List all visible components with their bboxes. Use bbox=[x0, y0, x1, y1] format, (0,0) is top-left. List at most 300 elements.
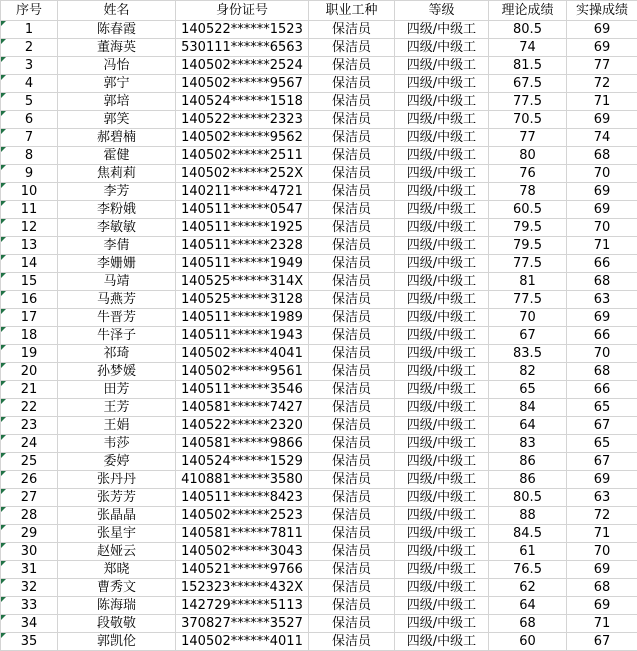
cell-index[interactable] bbox=[1, 57, 58, 75]
cell-name[interactable] bbox=[58, 39, 176, 57]
level-value: 四级/中级工 bbox=[407, 40, 476, 55]
occupation-value: 保洁员 bbox=[332, 256, 371, 271]
occupation-value: 保洁员 bbox=[332, 274, 371, 289]
cell-occupation[interactable] bbox=[309, 633, 395, 651]
cell-level[interactable] bbox=[395, 147, 489, 165]
occupation-value: 保洁员 bbox=[332, 94, 371, 109]
id_number-value: 140502******9561 bbox=[181, 364, 303, 379]
cell-practical[interactable] bbox=[567, 363, 637, 381]
cell-name[interactable] bbox=[58, 453, 176, 471]
occupation-value: 保洁员 bbox=[332, 616, 371, 631]
cell-level[interactable] bbox=[395, 255, 489, 273]
cell-practical[interactable] bbox=[567, 111, 637, 129]
cell-theory[interactable] bbox=[489, 615, 567, 633]
index-value: 2 bbox=[25, 40, 33, 55]
cell-index[interactable] bbox=[1, 201, 58, 219]
header-occupation[interactable]: 职业工种 bbox=[309, 1, 395, 21]
cell-practical[interactable] bbox=[567, 507, 637, 525]
cell-occupation[interactable] bbox=[309, 489, 395, 507]
cell-practical[interactable] bbox=[567, 543, 637, 561]
error-indicator-icon bbox=[1, 57, 6, 62]
cell-name[interactable] bbox=[58, 381, 176, 399]
cell-theory[interactable] bbox=[489, 345, 567, 363]
cell-index[interactable] bbox=[1, 381, 58, 399]
cell-practical[interactable] bbox=[567, 615, 637, 633]
cell-theory[interactable] bbox=[489, 165, 567, 183]
cell-id_number[interactable] bbox=[176, 39, 309, 57]
cell-id_number[interactable] bbox=[176, 399, 309, 417]
cell-level[interactable] bbox=[395, 165, 489, 183]
cell-index[interactable] bbox=[1, 597, 58, 615]
cell-theory[interactable] bbox=[489, 363, 567, 381]
cell-occupation[interactable] bbox=[309, 309, 395, 327]
cell-index[interactable] bbox=[1, 273, 58, 291]
cell-name[interactable] bbox=[58, 111, 176, 129]
cell-name[interactable] bbox=[58, 579, 176, 597]
cell-name[interactable] bbox=[58, 525, 176, 543]
cell-index[interactable] bbox=[1, 129, 58, 147]
cell-theory[interactable] bbox=[489, 327, 567, 345]
cell-occupation[interactable] bbox=[309, 129, 395, 147]
cell-practical[interactable] bbox=[567, 21, 637, 39]
cell-index[interactable] bbox=[1, 237, 58, 255]
cell-name[interactable] bbox=[58, 165, 176, 183]
table-row bbox=[1, 615, 637, 633]
cell-name[interactable] bbox=[58, 201, 176, 219]
cell-id_number[interactable] bbox=[176, 381, 309, 399]
cell-id_number[interactable] bbox=[176, 363, 309, 381]
cell-level[interactable] bbox=[395, 21, 489, 39]
cell-theory[interactable] bbox=[489, 75, 567, 93]
cell-practical[interactable] bbox=[567, 219, 637, 237]
cell-occupation[interactable] bbox=[309, 291, 395, 309]
cell-id_number[interactable] bbox=[176, 633, 309, 651]
cell-occupation[interactable] bbox=[309, 39, 395, 57]
cell-id_number[interactable] bbox=[176, 597, 309, 615]
cell-index[interactable] bbox=[1, 327, 58, 345]
cell-name[interactable] bbox=[58, 255, 176, 273]
cell-theory[interactable] bbox=[489, 453, 567, 471]
cell-index[interactable] bbox=[1, 345, 58, 363]
cell-practical[interactable] bbox=[567, 291, 637, 309]
cell-occupation[interactable] bbox=[309, 471, 395, 489]
level-value: 四级/中级工 bbox=[407, 256, 476, 271]
cell-practical[interactable] bbox=[567, 417, 637, 435]
cell-name[interactable] bbox=[58, 291, 176, 309]
cell-level[interactable] bbox=[395, 93, 489, 111]
level-value: 四级/中级工 bbox=[407, 472, 476, 487]
cell-index[interactable] bbox=[1, 147, 58, 165]
cell-occupation[interactable] bbox=[309, 597, 395, 615]
cell-level[interactable] bbox=[395, 327, 489, 345]
cell-practical[interactable] bbox=[567, 597, 637, 615]
cell-level[interactable] bbox=[395, 525, 489, 543]
cell-theory[interactable] bbox=[489, 597, 567, 615]
occupation-value: 保洁员 bbox=[332, 40, 371, 55]
cell-level[interactable] bbox=[395, 417, 489, 435]
cell-id_number[interactable] bbox=[176, 561, 309, 579]
cell-theory[interactable] bbox=[489, 255, 567, 273]
occupation-value: 保洁员 bbox=[332, 526, 371, 541]
cell-level[interactable] bbox=[395, 183, 489, 201]
cell-level[interactable] bbox=[395, 561, 489, 579]
cell-index[interactable] bbox=[1, 579, 58, 597]
index-value: 27 bbox=[21, 490, 38, 505]
cell-practical[interactable] bbox=[567, 273, 637, 291]
header-practical[interactable]: 实操成绩 bbox=[567, 1, 637, 21]
cell-occupation[interactable] bbox=[309, 273, 395, 291]
error-indicator-icon bbox=[1, 201, 6, 206]
cell-level[interactable] bbox=[395, 345, 489, 363]
index-value: 32 bbox=[21, 580, 38, 595]
cell-practical[interactable] bbox=[567, 165, 637, 183]
cell-index[interactable] bbox=[1, 399, 58, 417]
cell-occupation[interactable] bbox=[309, 543, 395, 561]
cell-index[interactable] bbox=[1, 111, 58, 129]
cell-index[interactable] bbox=[1, 561, 58, 579]
cell-id_number[interactable] bbox=[176, 543, 309, 561]
cell-id_number[interactable] bbox=[176, 291, 309, 309]
cell-index[interactable] bbox=[1, 471, 58, 489]
cell-name[interactable] bbox=[58, 129, 176, 147]
cell-level[interactable] bbox=[395, 453, 489, 471]
cell-id_number[interactable] bbox=[176, 309, 309, 327]
cell-level[interactable] bbox=[395, 57, 489, 75]
header-level[interactable]: 等级 bbox=[395, 1, 489, 21]
index-value: 13 bbox=[21, 238, 38, 253]
cell-name[interactable] bbox=[58, 219, 176, 237]
cell-theory[interactable] bbox=[489, 237, 567, 255]
cell-id_number[interactable] bbox=[176, 417, 309, 435]
name-value: 赵娅云 bbox=[97, 544, 136, 559]
cell-id_number[interactable] bbox=[176, 273, 309, 291]
cell-theory[interactable] bbox=[489, 543, 567, 561]
header-id-number[interactable]: 身份证号 bbox=[176, 1, 309, 21]
cell-occupation[interactable] bbox=[309, 93, 395, 111]
cell-theory[interactable] bbox=[489, 39, 567, 57]
cell-occupation[interactable] bbox=[309, 345, 395, 363]
header-index[interactable]: 序号 bbox=[1, 1, 58, 21]
cell-id_number[interactable] bbox=[176, 237, 309, 255]
cell-theory[interactable] bbox=[489, 219, 567, 237]
cell-id_number[interactable] bbox=[176, 129, 309, 147]
cell-name[interactable] bbox=[58, 489, 176, 507]
cell-index[interactable] bbox=[1, 543, 58, 561]
cell-index[interactable] bbox=[1, 21, 58, 39]
cell-occupation[interactable] bbox=[309, 237, 395, 255]
cell-index[interactable] bbox=[1, 39, 58, 57]
cell-index[interactable] bbox=[1, 489, 58, 507]
name-value: 马靖 bbox=[103, 274, 129, 289]
cell-theory[interactable] bbox=[489, 633, 567, 651]
error-indicator-icon bbox=[1, 435, 6, 440]
cell-practical[interactable] bbox=[567, 633, 637, 651]
cell-theory[interactable] bbox=[489, 417, 567, 435]
cell-occupation[interactable] bbox=[309, 75, 395, 93]
cell-occupation[interactable] bbox=[309, 21, 395, 39]
table-row bbox=[1, 39, 637, 57]
cell-id_number[interactable] bbox=[176, 615, 309, 633]
practical-value: 67 bbox=[594, 634, 611, 649]
cell-practical[interactable] bbox=[567, 75, 637, 93]
cell-practical[interactable] bbox=[567, 453, 637, 471]
cell-occupation[interactable] bbox=[309, 327, 395, 345]
id_number-value: 142729******5113 bbox=[181, 598, 303, 613]
practical-value: 66 bbox=[594, 328, 611, 343]
cell-practical[interactable] bbox=[567, 579, 637, 597]
cell-level[interactable] bbox=[395, 399, 489, 417]
cell-id_number[interactable] bbox=[176, 489, 309, 507]
cell-occupation[interactable] bbox=[309, 57, 395, 75]
cell-index[interactable] bbox=[1, 255, 58, 273]
cell-theory[interactable] bbox=[489, 93, 567, 111]
cell-occupation[interactable] bbox=[309, 435, 395, 453]
id_number-value: 140511******1949 bbox=[181, 256, 303, 271]
cell-name[interactable] bbox=[58, 309, 176, 327]
cell-index[interactable] bbox=[1, 219, 58, 237]
cell-practical[interactable] bbox=[567, 201, 637, 219]
cell-id_number[interactable] bbox=[176, 435, 309, 453]
cell-level[interactable] bbox=[395, 579, 489, 597]
cell-id_number[interactable] bbox=[176, 453, 309, 471]
cell-name[interactable] bbox=[58, 237, 176, 255]
cell-occupation[interactable] bbox=[309, 255, 395, 273]
cell-theory[interactable] bbox=[489, 525, 567, 543]
header-theory[interactable]: 理论成绩 bbox=[489, 1, 567, 21]
table-row bbox=[1, 561, 637, 579]
cell-level[interactable] bbox=[395, 309, 489, 327]
cell-practical[interactable] bbox=[567, 381, 637, 399]
cell-index[interactable] bbox=[1, 507, 58, 525]
cell-level[interactable] bbox=[395, 219, 489, 237]
cell-practical[interactable] bbox=[567, 471, 637, 489]
cell-occupation[interactable] bbox=[309, 561, 395, 579]
cell-level[interactable] bbox=[395, 273, 489, 291]
cell-name[interactable] bbox=[58, 417, 176, 435]
cell-id_number[interactable] bbox=[176, 525, 309, 543]
cell-theory[interactable] bbox=[489, 381, 567, 399]
cell-occupation[interactable] bbox=[309, 579, 395, 597]
occupation-value: 保洁员 bbox=[332, 598, 371, 613]
cell-name[interactable] bbox=[58, 75, 176, 93]
cell-practical[interactable] bbox=[567, 525, 637, 543]
name-value: 张晶晶 bbox=[97, 508, 136, 523]
cell-theory[interactable] bbox=[489, 579, 567, 597]
cell-level[interactable] bbox=[395, 507, 489, 525]
cell-name[interactable] bbox=[58, 183, 176, 201]
practical-value: 72 bbox=[594, 76, 611, 91]
cell-occupation[interactable] bbox=[309, 381, 395, 399]
cell-id_number[interactable] bbox=[176, 507, 309, 525]
cell-theory[interactable] bbox=[489, 183, 567, 201]
cell-practical[interactable] bbox=[567, 147, 637, 165]
cell-index[interactable] bbox=[1, 453, 58, 471]
cell-name[interactable] bbox=[58, 471, 176, 489]
cell-theory[interactable] bbox=[489, 21, 567, 39]
cell-level[interactable] bbox=[395, 129, 489, 147]
cell-id_number[interactable] bbox=[176, 471, 309, 489]
cell-practical[interactable] bbox=[567, 255, 637, 273]
name-value: 郭宁 bbox=[103, 76, 129, 91]
cell-practical[interactable] bbox=[567, 345, 637, 363]
cell-index[interactable] bbox=[1, 615, 58, 633]
cell-index[interactable] bbox=[1, 363, 58, 381]
level-value: 四级/中级工 bbox=[407, 634, 476, 649]
cell-index[interactable] bbox=[1, 417, 58, 435]
cell-practical[interactable] bbox=[567, 489, 637, 507]
practical-value: 69 bbox=[594, 184, 611, 199]
cell-id_number[interactable] bbox=[176, 165, 309, 183]
cell-occupation[interactable] bbox=[309, 417, 395, 435]
table-row bbox=[1, 111, 637, 129]
cell-id_number[interactable] bbox=[176, 345, 309, 363]
table-row bbox=[1, 543, 637, 561]
cell-theory[interactable] bbox=[489, 309, 567, 327]
cell-occupation[interactable] bbox=[309, 525, 395, 543]
cell-level[interactable] bbox=[395, 75, 489, 93]
cell-level[interactable] bbox=[395, 489, 489, 507]
cell-occupation[interactable] bbox=[309, 183, 395, 201]
cell-id_number[interactable] bbox=[176, 255, 309, 273]
id_number-value: 140502******252X bbox=[181, 166, 303, 181]
cell-practical[interactable] bbox=[567, 327, 637, 345]
cell-theory[interactable] bbox=[489, 57, 567, 75]
cell-theory[interactable] bbox=[489, 471, 567, 489]
cell-index[interactable] bbox=[1, 633, 58, 651]
cell-practical[interactable] bbox=[567, 561, 637, 579]
cell-index[interactable] bbox=[1, 165, 58, 183]
cell-level[interactable] bbox=[395, 543, 489, 561]
cell-name[interactable] bbox=[58, 633, 176, 651]
cell-name[interactable] bbox=[58, 57, 176, 75]
practical-value: 67 bbox=[594, 418, 611, 433]
cell-id_number[interactable] bbox=[176, 93, 309, 111]
cell-index[interactable] bbox=[1, 183, 58, 201]
cell-theory[interactable] bbox=[489, 111, 567, 129]
table-row bbox=[1, 291, 637, 309]
cell-id_number[interactable] bbox=[176, 579, 309, 597]
practical-value: 71 bbox=[594, 616, 611, 631]
cell-id_number[interactable] bbox=[176, 57, 309, 75]
cell-level[interactable] bbox=[395, 111, 489, 129]
cell-id_number[interactable] bbox=[176, 21, 309, 39]
cell-level[interactable] bbox=[395, 471, 489, 489]
cell-occupation[interactable] bbox=[309, 147, 395, 165]
cell-index[interactable] bbox=[1, 93, 58, 111]
cell-occupation[interactable] bbox=[309, 399, 395, 417]
header-name[interactable]: 姓名 bbox=[58, 1, 176, 21]
cell-name[interactable] bbox=[58, 507, 176, 525]
cell-theory[interactable] bbox=[489, 273, 567, 291]
cell-theory[interactable] bbox=[489, 399, 567, 417]
cell-practical[interactable] bbox=[567, 129, 637, 147]
index-value: 18 bbox=[21, 328, 38, 343]
cell-id_number[interactable] bbox=[176, 147, 309, 165]
cell-name[interactable] bbox=[58, 21, 176, 39]
cell-name[interactable] bbox=[58, 435, 176, 453]
cell-name[interactable] bbox=[58, 273, 176, 291]
cell-index[interactable] bbox=[1, 435, 58, 453]
cell-index[interactable] bbox=[1, 75, 58, 93]
id_number-value: 140502******2523 bbox=[181, 508, 303, 523]
cell-practical[interactable] bbox=[567, 237, 637, 255]
cell-level[interactable] bbox=[395, 291, 489, 309]
cell-practical[interactable] bbox=[567, 399, 637, 417]
cell-index[interactable] bbox=[1, 309, 58, 327]
cell-name[interactable] bbox=[58, 561, 176, 579]
cell-level[interactable] bbox=[395, 615, 489, 633]
cell-practical[interactable] bbox=[567, 93, 637, 111]
cell-occupation[interactable] bbox=[309, 615, 395, 633]
cell-level[interactable] bbox=[395, 363, 489, 381]
cell-occupation[interactable] bbox=[309, 363, 395, 381]
cell-theory[interactable] bbox=[489, 291, 567, 309]
cell-theory[interactable] bbox=[489, 201, 567, 219]
cell-name[interactable] bbox=[58, 615, 176, 633]
cell-level[interactable] bbox=[395, 435, 489, 453]
cell-id_number[interactable] bbox=[176, 183, 309, 201]
cell-name[interactable] bbox=[58, 93, 176, 111]
cell-index[interactable] bbox=[1, 525, 58, 543]
error-indicator-icon bbox=[1, 399, 6, 404]
cell-name[interactable] bbox=[58, 345, 176, 363]
cell-name[interactable] bbox=[58, 327, 176, 345]
cell-theory[interactable] bbox=[489, 435, 567, 453]
cell-occupation[interactable] bbox=[309, 507, 395, 525]
cell-theory[interactable] bbox=[489, 147, 567, 165]
cell-id_number[interactable] bbox=[176, 327, 309, 345]
cell-practical[interactable] bbox=[567, 435, 637, 453]
cell-practical[interactable] bbox=[567, 39, 637, 57]
name-value: 陈春霞 bbox=[97, 22, 136, 37]
cell-name[interactable] bbox=[58, 363, 176, 381]
cell-theory[interactable] bbox=[489, 129, 567, 147]
cell-name[interactable] bbox=[58, 399, 176, 417]
cell-occupation[interactable] bbox=[309, 219, 395, 237]
cell-theory[interactable] bbox=[489, 489, 567, 507]
id_number-value: 140511******1943 bbox=[181, 328, 303, 343]
cell-level[interactable] bbox=[395, 597, 489, 615]
cell-level[interactable] bbox=[395, 381, 489, 399]
cell-occupation[interactable] bbox=[309, 453, 395, 471]
cell-practical[interactable] bbox=[567, 57, 637, 75]
cell-practical[interactable] bbox=[567, 183, 637, 201]
cell-name[interactable] bbox=[58, 543, 176, 561]
cell-practical[interactable] bbox=[567, 309, 637, 327]
cell-level[interactable] bbox=[395, 633, 489, 651]
cell-name[interactable] bbox=[58, 147, 176, 165]
id_number-value: 530111******6563 bbox=[181, 40, 303, 55]
cell-index[interactable] bbox=[1, 291, 58, 309]
cell-occupation[interactable] bbox=[309, 111, 395, 129]
theory-value: 83.5 bbox=[513, 346, 542, 361]
cell-id_number[interactable] bbox=[176, 75, 309, 93]
cell-id_number[interactable] bbox=[176, 111, 309, 129]
cell-level[interactable] bbox=[395, 237, 489, 255]
cell-level[interactable] bbox=[395, 201, 489, 219]
table-row bbox=[1, 21, 637, 39]
cell-id_number[interactable] bbox=[176, 201, 309, 219]
cell-name[interactable] bbox=[58, 597, 176, 615]
cell-level[interactable] bbox=[395, 39, 489, 57]
cell-occupation[interactable] bbox=[309, 165, 395, 183]
cell-theory[interactable] bbox=[489, 561, 567, 579]
occupation-value: 保洁员 bbox=[332, 508, 371, 523]
cell-theory[interactable] bbox=[489, 507, 567, 525]
index-value: 26 bbox=[21, 472, 38, 487]
cell-occupation[interactable] bbox=[309, 201, 395, 219]
cell-id_number[interactable] bbox=[176, 219, 309, 237]
